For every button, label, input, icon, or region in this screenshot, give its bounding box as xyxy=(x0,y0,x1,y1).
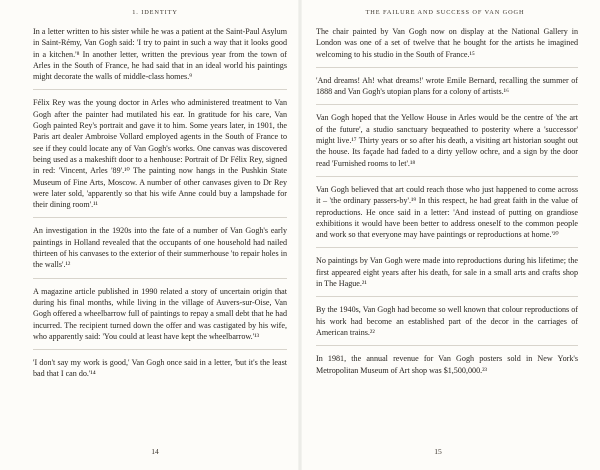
paragraph: In a letter written to his sister while he was a patient at the Saint-Paul Asylum in Saint-Rémy, Van Gogh said: 'I try to paint in such a way that it looks good in a kitchen.'⁸ In another letter, written the previous year from the town of Arles in the South of France, he had said that in an ideal world his paintings might decorate the walls of middle-class homes.⁹ xyxy=(33,26,287,90)
paragraph: In 1981, the annual revenue for Van Gogh posters sold in New York's Metropolitan Museum of Art shop was $1,500,000.²³ xyxy=(316,354,578,375)
paragraph: By the 1940s, Van Gogh had become so well known that colour reproductions of his work had become an established part of the decor in the carriages of American trains.²² xyxy=(316,304,578,346)
page-number-right: 15 xyxy=(434,447,442,456)
paragraph: Félix Rey was the young doctor in Arles who administered treatment to Van Gogh after the painter had mutilated his ear. In gratitude for his care, Van Gogh painted Rey's portrait and gave it to him. Some years later, in 1901, the Paris art dealer Ambroise Vollard employed agents in the South of France to see if they could locate any of Van Gogh's works. One canvas was discovered being used as a makeshift door to a henhouse: Portrait of Dr Félix Rey, signed in red: 'Vincent, Arles '89'.¹⁰ The painting now hangs in the Pushkin State Museum of Fine Arts, Moscow. A number of other canvases given to Dr Rey were later sold, 'apparently so that his wife Anne could buy a lampshade for their dining room'.¹¹ xyxy=(33,97,287,218)
paragraph: Van Gogh believed that art could reach those who just happened to come across it – 'the ordinary passers-by'.¹⁹ In this respect, he had great faith in the value of reproductions. He once said in a letter: 'And instead of putting on grandiose exhibitions it would have been better to address oneself to the common people and work so that everyone may have paintings or reproductions at home.'²⁰ xyxy=(316,184,578,248)
running-head-left: 1. IDENTITY xyxy=(132,9,178,16)
paragraph: An investigation in the 1920s into the fate of a number of Van Gogh's early paintings in Holland revealed that the occupants of one household had nailed thirteen of his canvases to the exterior of their summerhouse 'to repair holes in the walls'.¹² xyxy=(33,225,287,278)
running-head-right: THE FAILURE AND SUCCESS OF VAN GOGH xyxy=(365,9,525,16)
page-number-left: 14 xyxy=(151,447,159,456)
right-page xyxy=(300,0,600,470)
paragraph: No paintings by Van Gogh were made into reproductions during his lifetime; the first appeared eight years after his death, for sale in a small arts and crafts shop in The Hague.²¹ xyxy=(316,255,578,297)
paragraph: Van Gogh hoped that the Yellow House in Arles would be the centre of 'the art of the future', a studio sanctuary bequeathed to posterity where a 'successor' might live.¹⁷ Thirty years or so after his death, a visiting art historian sought out the house. Its façade had faded to a dirty yellow ochre, and a sign by the door read 'Furnished rooms to let'.¹⁸ xyxy=(316,112,578,176)
paragraph: 'And dreams! Ah! what dreams!' wrote Emile Bernard, recalling the summer of 1888 and Van Gogh's utopian plans for a colony of artists.¹⁶ xyxy=(316,75,578,106)
paragraph: 'I don't say my work is good,' Van Gogh once said in a letter, 'but it's the least bad that I can do.'¹⁴ xyxy=(33,358,287,379)
left-text-block xyxy=(33,26,287,394)
paragraph: The chair painted by Van Gogh now on display at the National Gallery in London was one of a set of twelve that he bought for the artists he imagined welcoming to his studio in the South of France.¹⁵ xyxy=(316,26,578,68)
paragraph: A magazine article published in 1990 related a story of uncertain origin that during his final months, while living in the village of Auvers-sur-Oise, Van Gogh offered a wheelbarrow full of paintings to repay a small debt that he had incurred. The recipient turned down the offer and was castigated by his wife, who apparently said: 'You could at least have kept the wheelbarrow.'¹³ xyxy=(33,286,287,350)
right-text-block xyxy=(316,26,578,390)
